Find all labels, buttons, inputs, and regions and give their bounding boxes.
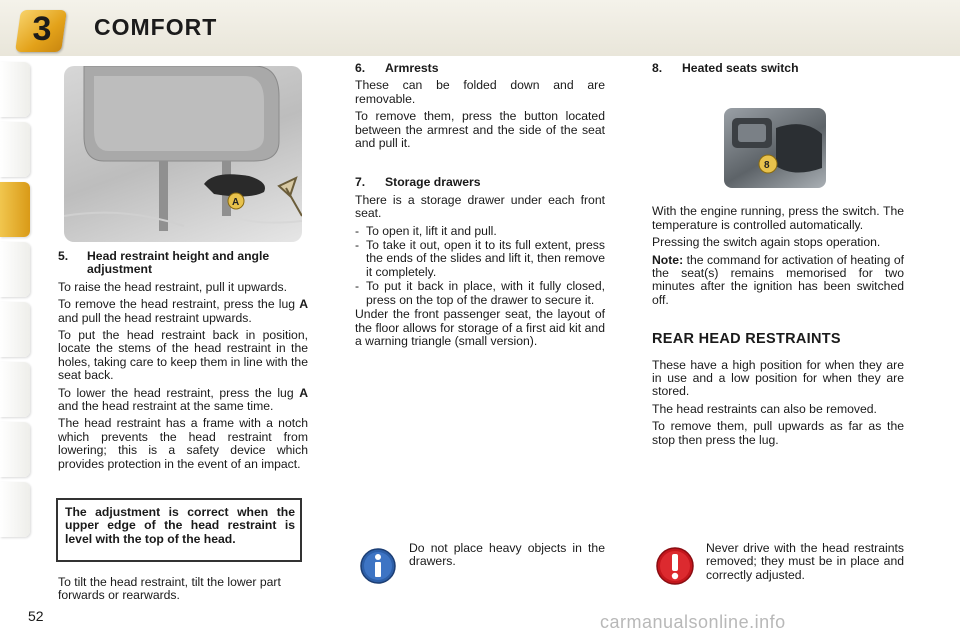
heading-text: Storage drawers — [385, 175, 481, 190]
paragraph: The head restraint has a frame with a notch which prevents the head restraint from lowering; this is a safety device which provides protection in the event of an impact. — [58, 416, 308, 471]
info-icon — [360, 546, 396, 586]
paragraph: To raise the head restraint, pull it upwards. — [58, 279, 287, 294]
paragraph: These can be folded down and are removable. — [355, 78, 605, 106]
heading-text: Armrests — [385, 61, 439, 75]
chapter-tab-8[interactable] — [0, 482, 30, 537]
chapter-tab-5[interactable] — [0, 302, 30, 357]
heading-number: 8. — [652, 61, 663, 75]
adjustment-note-box: The adjustment is correct when the upper edge of the head restraint is level with the top of the head. — [56, 498, 302, 562]
section-title-rear-head-restraints: REAR HEAD RESTRAINTS — [652, 331, 841, 348]
chapter-number: 3 — [32, 10, 52, 48]
info-note: Do not place heavy objects in the drawers. — [409, 541, 605, 569]
warning-note: Never drive with the head restraints removed; they must be in place and correctly adjusted. — [706, 541, 904, 582]
paragraph: The head restraints can also be removed. — [652, 401, 877, 416]
heading-armrests — [355, 62, 605, 75]
lug-ref: A — [299, 385, 308, 400]
paragraph-note: Note: the command for activation of heating of the seat(s) remains memorised for two minutes after the ignition has been switched off. — [652, 252, 904, 307]
head-restraint-illustration — [64, 66, 302, 242]
paragraph-remove: To remove the head restraint, press the lug A and pull the head restraint upwards. — [58, 297, 308, 325]
list-item: - To take it out, open it to its full extent, press the ends of the slides and lift it, then remove it completely. — [355, 238, 605, 279]
paragraph: To put the head restraint back in position, locate the stems of the head restraint in the holes, taking care to keep them in line with the seat back. — [58, 328, 308, 383]
chapter-tab-4[interactable] — [0, 242, 30, 297]
column-armrests-drawers — [355, 62, 605, 352]
chapter-tab-1[interactable] — [0, 62, 30, 117]
lug-ref: A — [299, 297, 308, 312]
paragraph: These have a high position for when they are in use and a low position for when they are stored. — [652, 357, 904, 399]
chapter-tabs — [0, 62, 34, 542]
heading-text: Heated seats switch — [682, 61, 799, 75]
page-number: 52 — [28, 608, 44, 624]
warning-icon — [655, 546, 695, 586]
heading-number: 5. — [58, 249, 69, 263]
paragraph: To remove them, pull upwards as far as the stop then press the lug. — [652, 419, 904, 447]
tilt-paragraph: To tilt the head restraint, tilt the lower part forwards or rearwards. — [58, 575, 281, 603]
paragraph: To remove them, press the button located between the armrest and the side of the seat and pull it. — [355, 109, 605, 151]
heading-heated-seats — [652, 62, 904, 75]
list-item: - To open it, lift it and pull. — [355, 223, 497, 238]
chapter-tab-3-active[interactable] — [0, 182, 30, 237]
head-restraint-photo — [64, 66, 302, 242]
heading-head-restraint — [58, 250, 308, 277]
chapter-tab-7[interactable] — [0, 422, 30, 477]
paragraph: Pressing the switch again stops operation. — [652, 235, 881, 250]
photo-label-a: A — [232, 197, 240, 208]
heading-storage-drawers — [355, 176, 605, 189]
chapter-tab-6[interactable] — [0, 362, 30, 417]
page-title: COMFORT — [94, 14, 218, 40]
paragraph-lower: To lower the head restraint, press the lug A and the head restraint at the same time. — [58, 385, 308, 414]
paragraph: With the engine running, press the switch. The temperature is controlled automatically. — [652, 204, 904, 232]
heading-text: Head restraint height and angle adjustment — [87, 249, 270, 277]
paragraph: Under the front passenger seat, the layout of the floor allows for storage of a first aid kit and a warning triangle (small version). — [355, 307, 605, 348]
column-heated-seats-rear — [652, 62, 904, 451]
photo-label-8: 8 — [764, 160, 770, 171]
list-item: - To put it back in place, with it fully closed, press on the top of the drawer to secure it. — [355, 279, 605, 307]
column-head-restraint — [58, 250, 308, 475]
watermark: carmanualsonline.info — [600, 612, 786, 632]
paragraph: There is a storage drawer under each front seat. — [355, 192, 605, 221]
note-label: Note: — [652, 252, 684, 267]
heading-number: 6. — [355, 61, 366, 75]
chapter-tab-2[interactable] — [0, 122, 30, 177]
heading-number: 7. — [355, 175, 366, 190]
